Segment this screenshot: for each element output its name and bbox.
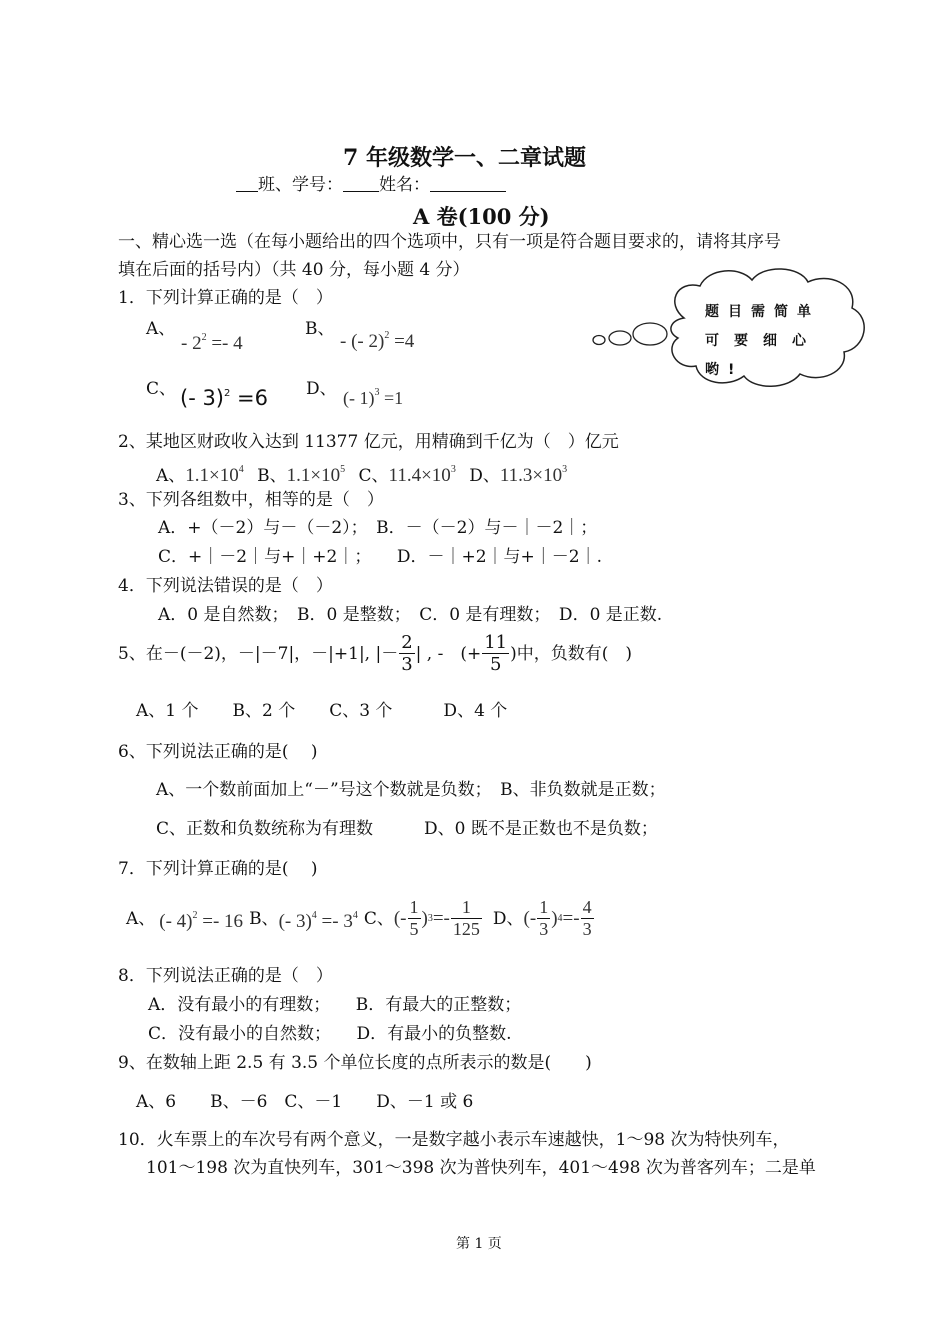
q3-options-line1: A．+（－2）与－（－2）； B．－（－2）与－｜－2｜； [158,518,598,538]
cloud-text-line3: 哟! [705,362,744,378]
q8-stem: 8．下列说法正确的是（ ） [118,966,333,986]
q8-options-line2: C．没有最小的自然数； D．有最小的负整数. [148,1024,512,1044]
q3-stem: 3、下列各组数中，相等的是（ ） [118,490,384,510]
q3-options-line2: C．+｜－2｜与+｜+2｜； D．－｜+2｜与+｜－2｜. [158,547,603,567]
page-title: 7 年级数学一、二章试题 [343,145,586,171]
q1-stem: 1．下列计算正确的是（ ） [118,288,333,308]
name-label: 姓名： [379,175,430,195]
q1-option-a-label: A、 [146,319,176,339]
part1-intro-line1: 一、精心选一选（在每小题给出的四个选项中，只有一项是符合题目要求的，请将其序号 [118,232,781,252]
q7-options: A、 (- 4)$^2$ =- 16 B、 (- $3)^4 =- 3^4$ C、 (- $\frac{1}{5}$ ) 3 =- $\frac{1}{125}$ D、 (- $\frac{1}{3}$ ) 4 =- $\frac{4}{3}$ [126,897,592,939]
class-blank[interactable] [236,175,258,192]
q10-text-line2: 101～198 次为直快列车，301～398 次为普快列车，401～498 次为普客列车；二是单 [146,1158,816,1178]
q9-stem: 9、在数轴上距 2.5 有 3.5 个单位长度的点所表示的数是( ) [118,1053,592,1073]
q2-options: A、$1.1\times 10^4$ B、$1.1\times 10^5$ C、$11.4\times 10^3$ D、$11.3\times 10^3$ [156,464,568,486]
q1-option-d-expr: (- 1)$^3$ =1 [343,387,404,408]
q9-options: A、6 B、－6 C、－1 D、－1 或 6 [136,1092,474,1112]
q1-option-c-expr: (- 3)$^2$ =6 [180,386,269,410]
q1-option-b-expr: - (- 2)$^2$ =4 [340,330,415,352]
student-number-blank[interactable] [343,175,379,192]
q6-options-line2: C、正数和负数统称为有理数 D、0 既不是正数也不是负数； [156,819,658,839]
part1-intro-line2: 填在后面的括号内）（共 40 分，每小题 4 分） [118,260,470,280]
page-number: 第 1 页 [456,1236,502,1252]
q6-stem: 6、下列说法正确的是( ) [118,742,318,762]
q1-option-c-label: C、 [146,379,177,399]
class-label: 班、学号： [258,175,343,195]
q5-fraction-11-5: $\frac{11}{5}$ [484,632,508,675]
cloud-text-line2: 可要细心 [705,333,821,349]
q10-text-line1: 10．火车票上的车次号有两个意义，一是数字越小表示车速越快，1～98 次为特快列车， [118,1130,790,1150]
q1-option-d-label: D、 [306,379,337,399]
q1-option-a-expr: - $2^2 =- 4$ [181,332,243,354]
cloud-text-line1: 题目需简单 [705,304,820,320]
q4-options: A．0 是自然数； B．0 是整数； C．0 是有理数； D．0 是正数. [158,605,663,625]
q7-stem: 7．下列计算正确的是( ) [118,859,318,879]
student-info-line [236,174,506,196]
q5-options: A、1 个 B、2 个 C、3 个 D、4 个 [136,701,508,721]
q4-stem: 4．下列说法错误的是（ ） [118,576,333,596]
q1-option-b-label: B、 [305,319,335,339]
q6-options-line1: A、一个数前面加上“－”号这个数就是负数； B、非负数就是正数； [156,780,666,800]
q2-stem: 2、某地区财政收入达到 11377 亿元，用精确到千亿为（ ）亿元 [118,432,619,452]
q5-stem: 5、在－(－2)，－|－7|，－|+1|, |－ $\frac{2}{3}$ | , - (+ $\frac{11}{5}$ )中，负数有( ) [118,632,633,675]
section-heading: A 卷(100 分) [413,204,550,229]
name-blank[interactable] [430,175,506,192]
q8-options-line1: A．没有最小的有理数； B．有最大的正整数； [148,995,522,1015]
q5-fraction-2-3: $\frac{2}{3}$ [401,632,413,675]
